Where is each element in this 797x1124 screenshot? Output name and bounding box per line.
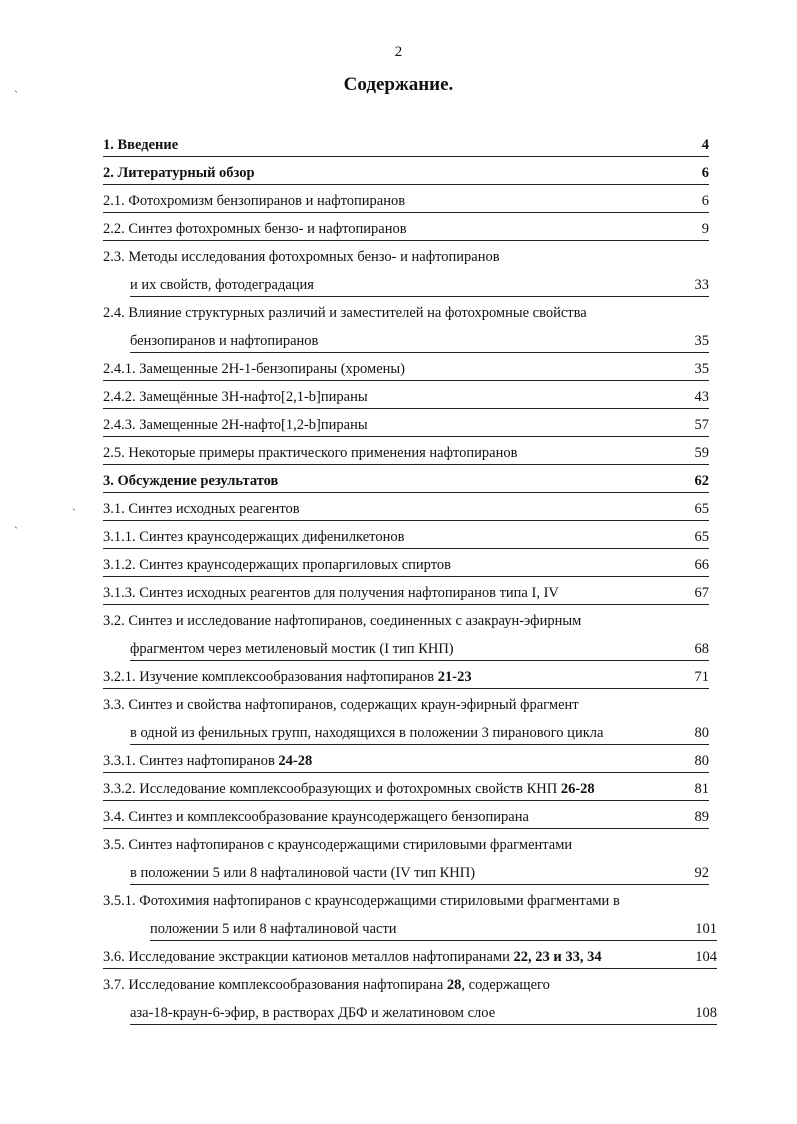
toc-entry-text: 3.3.1. Синтез нафтопиранов <box>103 753 279 769</box>
toc-entry-text: и их свойств, фотодеградация <box>130 277 314 293</box>
toc-entry[interactable] <box>103 414 709 437</box>
toc-entry[interactable] <box>103 134 709 157</box>
toc-entry-text: 3.4. Синтез и комплексообразование краунсодержащего бензопирана <box>103 809 529 825</box>
toc-entry-continuation[interactable] <box>130 330 709 353</box>
toc-entry-continuation[interactable] <box>130 862 709 885</box>
toc-entry-text: положении 5 или 8 нафталиновой части <box>150 921 397 937</box>
toc-entry-text: 2.4. Влияние структурных различий и заместителей на фотохромные свойства <box>103 305 587 321</box>
toc-entry-text: 3.6. Исследование экстракции катионов металлов нафтопиранами <box>103 949 514 965</box>
toc-entry[interactable] <box>103 470 709 493</box>
toc-entry-page: 68 <box>694 641 709 657</box>
toc-entry[interactable] <box>103 974 717 996</box>
toc-entry-page: 81 <box>694 781 709 797</box>
toc-entry-text: 3. Обсуждение результатов <box>103 473 279 489</box>
toc-entry-text: 3.7. Исследование комплексообразования нафтопирана <box>103 977 447 993</box>
toc-entry-text: 2.4.1. Замещенные 2H-1-бензопираны (хромены) <box>103 361 405 377</box>
toc-entry-continuation[interactable] <box>130 274 709 297</box>
toc-entry[interactable] <box>103 386 709 409</box>
toc-entry-continuation[interactable] <box>130 1002 717 1025</box>
toc-entry-page: 9 <box>701 221 709 237</box>
toc-entry[interactable] <box>103 190 709 213</box>
toc-entry-page: 89 <box>694 809 709 825</box>
toc-entry-page: 67 <box>694 585 709 601</box>
toc-entry[interactable] <box>103 246 709 268</box>
toc-entry-text: фрагментом через метиленовый мостик (I тип КНП) <box>130 641 454 657</box>
scan-mark: ˋ <box>14 88 18 102</box>
toc-entry-page: 35 <box>694 361 709 377</box>
toc-entry-text: 3.1.2. Синтез краунсодержащих пропаргиловых спиртов <box>103 557 451 573</box>
toc-entry-text-after: , содержащего <box>461 977 550 993</box>
toc-entry-page: 43 <box>694 389 709 405</box>
toc-entry[interactable] <box>103 946 717 969</box>
toc-entry-page: 80 <box>694 725 709 741</box>
toc-entry-page: 6 <box>701 193 709 209</box>
toc-entry-page: 4 <box>701 137 709 153</box>
compound-numbers: 21-23 <box>437 669 472 685</box>
toc-entry[interactable] <box>103 750 709 773</box>
toc-entry-text: 3.1. Синтез исходных реагентов <box>103 501 300 517</box>
toc-entry-text: 3.1.3. Синтез исходных реагентов для получения нафтопиранов типа I, IV <box>103 585 559 601</box>
toc-entry[interactable] <box>103 694 709 716</box>
toc-entry-text: 2.4.3. Замещенные 2H-нафто[1,2-b]пираны <box>103 417 368 433</box>
compound-numbers: 28 <box>446 977 462 993</box>
toc-entry[interactable] <box>103 554 709 577</box>
toc-entry[interactable] <box>103 526 709 549</box>
toc-entry-text: 2.4.2. Замещённые 3H-нафто[2,1-b]пираны <box>103 389 368 405</box>
scan-mark: ˋ <box>14 524 18 538</box>
toc-entry[interactable] <box>103 218 709 241</box>
compound-numbers: 24-28 <box>278 753 313 769</box>
toc-entry-text: 3.3.2. Исследование комплексообразующих и фотохромных свойств КНП <box>103 781 561 797</box>
toc-entry[interactable] <box>103 162 709 185</box>
toc-entry-text: 2. Литературный обзор <box>103 165 255 181</box>
toc-entry-text: 3.5.1. Фотохимия нафтопиранов с краунсодержащими стириловыми фрагментами в <box>103 893 620 909</box>
toc-entry-page: 71 <box>694 669 709 685</box>
compound-numbers: 26-28 <box>560 781 595 797</box>
toc-entry-continuation[interactable] <box>130 638 709 661</box>
page-title: Содержание. <box>343 74 454 95</box>
toc-entry-page: 65 <box>694 529 709 545</box>
toc-entry-text: в положении 5 или 8 нафталиновой части (IV тип КНП) <box>130 865 476 881</box>
scan-mark: ˋ <box>72 506 76 520</box>
toc-entry[interactable] <box>103 890 717 912</box>
toc-entry-text: 3.2. Синтез и исследование нафтопиранов, соединенных с азакраун-эфирным <box>103 613 582 629</box>
toc-entry-text: 3.3. Синтез и свойства нафтопиранов, содержащих краун-эфирный фрагмент <box>103 697 579 713</box>
toc-entry-text: бензопиранов и нафтопиранов <box>130 333 319 349</box>
toc-entry-page: 66 <box>694 557 709 573</box>
toc-entry-page: 92 <box>694 865 709 881</box>
compound-numbers: 22, 23 и 33, 34 <box>513 949 602 965</box>
toc-entry-page: 80 <box>694 753 709 769</box>
toc-entry-page: 101 <box>695 921 717 937</box>
toc-entry-text: 3.1.1. Синтез краунсодержащих дифенилкетонов <box>103 529 405 545</box>
toc-entry[interactable] <box>103 610 709 632</box>
toc-entry-page: 35 <box>694 333 709 349</box>
toc-entry[interactable] <box>103 442 709 465</box>
toc-entry-text: в одной из фенильных групп, находящихся в положении 3 пиранового цикла <box>130 725 604 741</box>
toc-entry-page: 104 <box>695 949 717 965</box>
toc-entry-page: 6 <box>701 165 709 181</box>
toc-entry[interactable] <box>103 302 709 324</box>
toc-entry-page: 62 <box>694 473 709 489</box>
toc-entry[interactable] <box>103 778 709 801</box>
toc-entry-text: 2.1. Фотохромизм бензопиранов и нафтопиранов <box>103 193 406 209</box>
toc-entry-text: 2.3. Методы исследования фотохромных бензо- и нафтопиранов <box>103 249 500 265</box>
toc-entry-text: 3.5. Синтез нафтопиранов с краунсодержащими стириловыми фрагментами <box>103 837 573 853</box>
toc-entry-continuation[interactable] <box>130 722 709 745</box>
toc-entry-page: 108 <box>695 1005 717 1021</box>
toc-entry[interactable] <box>103 498 709 521</box>
toc-entry[interactable] <box>103 806 709 829</box>
toc-entry-text: 1. Введение <box>103 137 179 153</box>
toc-entry-continuation[interactable] <box>150 918 717 941</box>
toc-entry[interactable] <box>103 358 709 381</box>
toc-entry[interactable] <box>103 582 709 605</box>
toc-entry-page: 33 <box>694 277 709 293</box>
toc-entry-text: 2.2. Синтез фотохромных бензо- и нафтопиранов <box>103 221 407 237</box>
toc-entry-text: 3.2.1. Изучение комплексообразования нафтопиранов <box>103 669 438 685</box>
toc-entry-text: аза-18-краун-6-эфир, в растворах ДБФ и желатиновом слое <box>130 1005 496 1021</box>
page-number: 2 <box>394 44 403 60</box>
toc-entry-page: 65 <box>694 501 709 517</box>
toc-entry[interactable] <box>103 834 709 856</box>
toc-entry-text: 2.5. Некоторые примеры практического применения нафтопиранов <box>103 445 518 461</box>
toc-entry[interactable] <box>103 666 709 689</box>
toc-entry-page: 59 <box>694 445 709 461</box>
toc-entry-page: 57 <box>694 417 709 433</box>
